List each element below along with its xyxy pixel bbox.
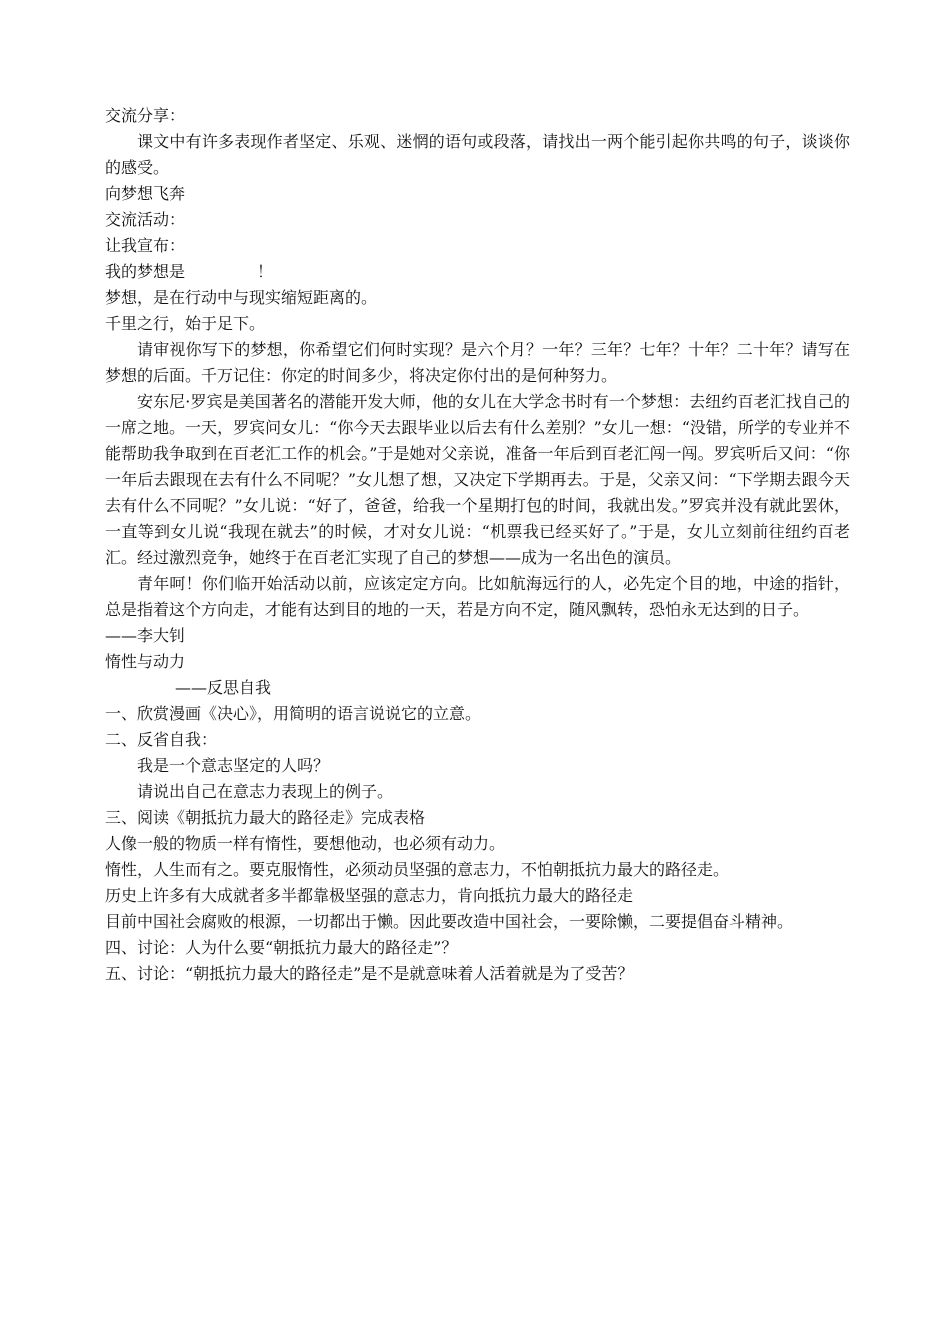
table-row-2: 惰性，人生而有之。要克服惰性，必须动员坚强的意志力，不怕朝抵抗力最大的路径走。 <box>105 860 730 879</box>
dream-suffix: ！ <box>257 262 274 281</box>
table-row-1: 人像一般的物质一样有惰性，要想他动，也必须有动力。 <box>105 834 506 853</box>
review-paragraph: 请审视你写下的梦想，你希望它们何时实现？是六个月？一年？三年？七年？十年？二十年？请写在梦想的后面。千万记住：你定的时间多少，将决定你付出的是何种努力。 <box>105 340 850 385</box>
item-2-question-2: 请说出自己在意志力表现上的例子。 <box>137 782 394 801</box>
dream-quote-2: 千里之行，始于足下。 <box>105 314 266 333</box>
item-2: 二、反省自我： <box>105 730 218 749</box>
section-title-inertia: 惰性与动力 <box>105 652 186 671</box>
story-paragraph: 安东尼·罗宾是美国著名的潜能开发大师，他的女儿在大学念书时有一个梦想：去纽约百老汇找自己的一席之地。一天，罗宾问女儿：“你今天去跟毕业以后去有什么差别？”女儿一想：“没错，所学的专业并不能帮助我争取到在百老汇工作的机会。”于是她对父亲说，准备一年后到百老汇闯一闯。罗宾听后又问：“你一年后去跟现在去有什么不同呢？”女儿想了想，又决定下学期再去。于是，父亲又问：“下学期去跟今天去有什么不同呢？”女儿说：“好了，爸爸，给我一个星期打包的时间，我就出发。”罗宾并没有就此罢休，一直等到女儿说“我现在就去”的时候，才对女儿说：“机票我已经买好了。”于是，女儿立刻前往纽约百老汇。经过激烈竞争，她终于在百老汇实现了自己的梦想——成为一名出色的演员。 <box>105 392 850 567</box>
dream-line <box>105 259 850 285</box>
declare-label: 让我宣布： <box>105 236 186 255</box>
item-2-question-1: 我是一个意志坚定的人吗？ <box>137 756 330 775</box>
document-page <box>105 103 850 987</box>
item-5: 五、讨论：“朝抵抗力最大的路径走”是不是就意味着人活着就是为了受苦？ <box>105 964 634 983</box>
dream-quote-1: 梦想，是在行动中与现实缩短距离的。 <box>105 288 378 307</box>
dream-prefix: 我的梦想是 <box>105 262 186 281</box>
item-4: 四、讨论：人为什么要“朝抵抗力最大的路径走”？ <box>105 938 458 957</box>
activity-label: 交流活动： <box>105 210 186 229</box>
share-heading: 交流分享： <box>105 106 186 125</box>
section-subtitle: ——反思自我 <box>175 678 272 697</box>
quote-paragraph: 青年呵！你们临开始活动以前，应该定定方向。比如航海远行的人，必先定个目的地，中途的指针，总是指着这个方向走，才能有达到目的地的一天，若是方向不定，随风飘转，恐怕永无达到的日子。 <box>105 574 850 619</box>
table-row-3: 历史上许多有大成就者多半都靠极坚强的意志力，肯向抵抗力最大的路径走 <box>105 886 634 905</box>
share-paragraph: 课文中有许多表现作者坚定、乐观、迷惘的语句或段落，请找出一两个能引起你共鸣的句子，谈谈你的感受。 <box>105 132 850 177</box>
attribution: ——李大钊 <box>105 626 186 645</box>
item-3: 三、阅读《朝抵抗力最大的路径走》完成表格 <box>105 808 426 827</box>
item-1: 一、欣赏漫画《决心》，用简明的语言说说它的立意。 <box>105 704 482 723</box>
section-title-dream: 向梦想飞奔 <box>105 184 186 203</box>
table-row-4: 目前中国社会腐败的根源，一切都出于懒。因此要改造中国社会，一要除懒，二要提倡奋斗精神。 <box>105 912 794 931</box>
